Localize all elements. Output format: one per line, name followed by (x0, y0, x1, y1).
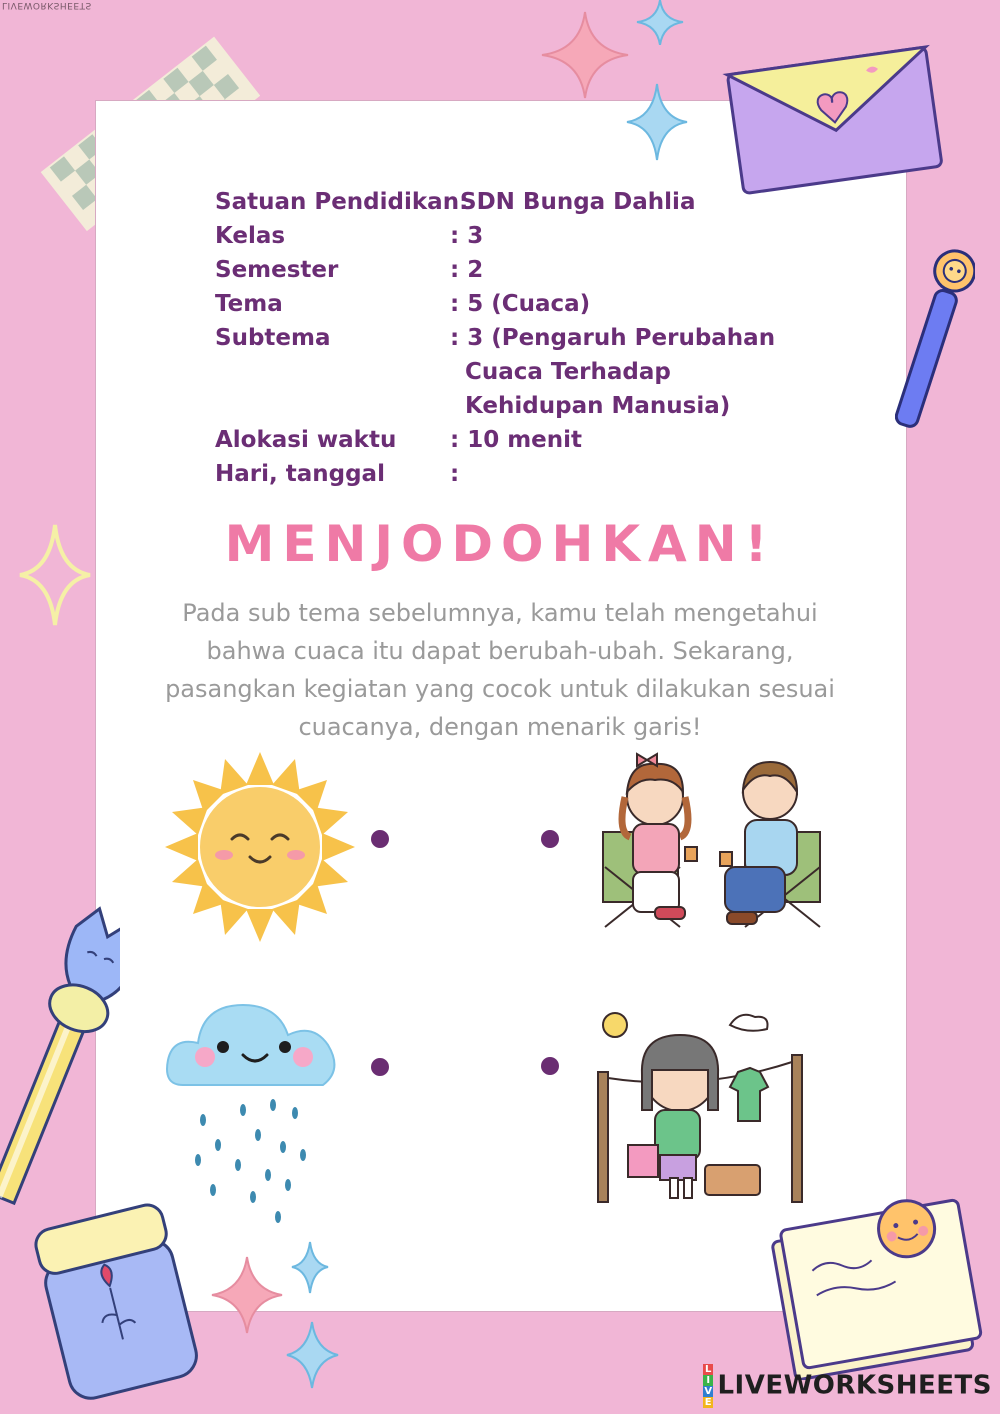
match-dot-laundry[interactable] (541, 1057, 559, 1075)
subtema-line-2: Cuaca Terhadap (465, 359, 671, 385)
cat-pencil-icon (0, 900, 120, 1220)
match-dot-kids-tea[interactable] (541, 830, 559, 848)
satuan-value: SDN Bunga Dahlia (460, 189, 696, 215)
semester-label: Semester (215, 257, 339, 283)
instructions-line-4: cuacanya, dengan menarik garis! (298, 713, 702, 741)
match-dot-rain[interactable] (371, 1058, 389, 1076)
info-row-hari (215, 457, 835, 491)
letter-stack-icon (765, 1180, 990, 1380)
girl-drying-laundry-illustration (580, 1000, 820, 1210)
info-row-alokasi (215, 423, 835, 457)
sun-icon (160, 750, 360, 945)
tema-value: : 5 (Cuaca) (450, 291, 591, 317)
logo-badge-icon: L I V E (704, 1364, 713, 1408)
envelope-icon (722, 30, 952, 200)
info-row-satuan (215, 185, 835, 219)
sparkle-blue-icon (635, 0, 685, 45)
kelas-label: Kelas (215, 223, 286, 249)
subtema-line-1: : 3 (Pengaruh Perubahan (450, 325, 776, 351)
info-row-subtema (215, 321, 835, 423)
instructions (125, 594, 875, 746)
semester-value: : 2 (450, 257, 484, 283)
tema-label: Tema (215, 291, 283, 317)
subtema-line-3: Kehidupan Manusia) (465, 393, 731, 419)
satuan-label: Satuan Pendidikan: (215, 189, 469, 215)
kelas-value: : 3 (450, 223, 484, 249)
instructions-line-1: Pada sub tema sebelumnya, kamu telah mengetahui (182, 599, 818, 627)
kids-drinking-tea-illustration (595, 752, 830, 940)
flower-pen-icon (895, 240, 975, 430)
info-row-tema (215, 287, 835, 321)
alokasi-label: Alokasi waktu (215, 427, 397, 453)
sparkle-blue-icon (285, 1320, 340, 1390)
subtema-value (450, 321, 810, 423)
logo-text: LIVEWORKSHEETS (717, 1370, 992, 1401)
alokasi-value: : 10 menit (450, 427, 583, 453)
subtema-label: Subtema (215, 325, 331, 351)
identity-info (215, 185, 835, 491)
info-row-semester (215, 253, 835, 287)
top-watermark: LIVEWORKSHEETS (2, 0, 92, 10)
sparkle-pink-icon (540, 10, 630, 100)
instructions-line-2: bahwa cuaca itu dapat berubah-ubah. Sekarang, (206, 637, 794, 665)
hari-value: : (450, 461, 460, 487)
info-row-kelas (215, 219, 835, 253)
match-dot-sun[interactable] (371, 830, 389, 848)
sparkle-blue-icon (290, 1240, 330, 1295)
rain-cloud-icon (163, 985, 343, 1230)
sparkle-pink-icon (210, 1255, 285, 1335)
instructions-line-3: pasangkan kegiatan yang cocok untuk dilakukan sesuai (165, 675, 835, 703)
worksheet-title: MENJODOHKAN! (224, 515, 776, 573)
liveworksheets-logo (703, 1364, 992, 1408)
hari-label: Hari, tanggal (215, 461, 385, 487)
sparkle-blue-icon (625, 82, 690, 162)
